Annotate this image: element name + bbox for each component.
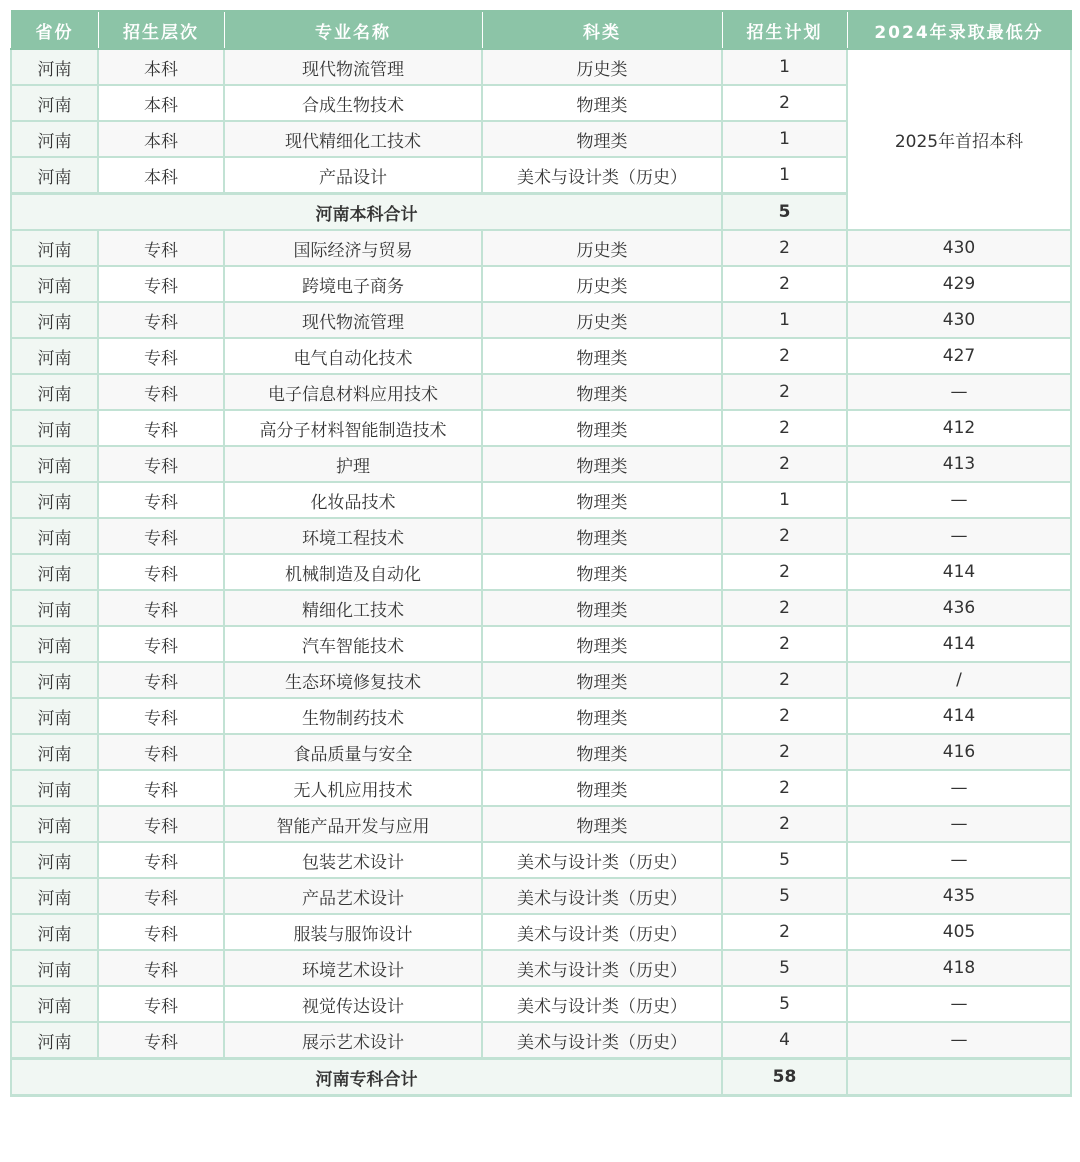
category-cell: 美术与设计类（历史）	[482, 157, 722, 194]
major-cell: 产品设计	[224, 157, 482, 194]
level-cell: 专科	[98, 410, 224, 446]
major-cell: 视觉传达设计	[224, 986, 482, 1022]
min-score-cell: 435	[847, 878, 1071, 914]
table-row	[11, 302, 1071, 338]
major-cell: 精细化工技术	[224, 590, 482, 626]
min-score-cell: 405	[847, 914, 1071, 950]
college-total-label: 河南专科合计	[11, 1059, 722, 1096]
category-cell: 物理类	[482, 626, 722, 662]
province-cell: 河南	[11, 85, 98, 121]
header-major: 专业名称	[224, 11, 482, 49]
plan-cell: 2	[722, 85, 847, 121]
province-cell: 河南	[11, 374, 98, 410]
category-cell: 物理类	[482, 806, 722, 842]
major-cell: 展示艺术设计	[224, 1022, 482, 1059]
major-cell: 高分子材料智能制造技术	[224, 410, 482, 446]
college-total-score	[847, 1059, 1071, 1096]
plan-cell: 2	[722, 554, 847, 590]
province-cell: 河南	[11, 482, 98, 518]
major-cell: 无人机应用技术	[224, 770, 482, 806]
level-cell: 专科	[98, 986, 224, 1022]
province-cell: 河南	[11, 806, 98, 842]
header-level: 招生层次	[98, 11, 224, 49]
table-row	[11, 770, 1071, 806]
plan-cell: 4	[722, 1022, 847, 1059]
table-row	[11, 266, 1071, 302]
province-cell: 河南	[11, 986, 98, 1022]
major-cell: 智能产品开发与应用	[224, 806, 482, 842]
level-cell: 专科	[98, 266, 224, 302]
major-cell: 生态环境修复技术	[224, 662, 482, 698]
min-score-cell: 430	[847, 302, 1071, 338]
category-cell: 历史类	[482, 302, 722, 338]
province-cell: 河南	[11, 338, 98, 374]
table-row	[11, 410, 1071, 446]
province-cell: 河南	[11, 842, 98, 878]
plan-cell: 2	[722, 662, 847, 698]
level-cell: 专科	[98, 878, 224, 914]
major-cell: 环境艺术设计	[224, 950, 482, 986]
major-cell: 汽车智能技术	[224, 626, 482, 662]
table-row	[11, 914, 1071, 950]
plan-cell: 2	[722, 374, 847, 410]
level-cell: 专科	[98, 662, 224, 698]
min-score-cell: 414	[847, 626, 1071, 662]
category-cell: 美术与设计类（历史）	[482, 914, 722, 950]
category-cell: 物理类	[482, 662, 722, 698]
category-cell: 物理类	[482, 482, 722, 518]
level-cell: 专科	[98, 626, 224, 662]
province-cell: 河南	[11, 878, 98, 914]
header-plan: 招生计划	[722, 11, 847, 49]
plan-cell: 1	[722, 302, 847, 338]
category-cell: 历史类	[482, 230, 722, 266]
min-score-cell: —	[847, 770, 1071, 806]
table-row	[11, 698, 1071, 734]
min-score-cell: —	[847, 482, 1071, 518]
level-cell: 专科	[98, 482, 224, 518]
min-score-cell: —	[847, 806, 1071, 842]
admissions-table-container	[10, 10, 1070, 1097]
category-cell: 物理类	[482, 734, 722, 770]
min-score-cell: —	[847, 518, 1071, 554]
province-cell: 河南	[11, 698, 98, 734]
category-cell: 物理类	[482, 85, 722, 121]
province-cell: 河南	[11, 590, 98, 626]
level-cell: 专科	[98, 590, 224, 626]
table-row	[11, 842, 1071, 878]
plan-cell: 2	[722, 734, 847, 770]
level-cell: 专科	[98, 770, 224, 806]
header-min-score: 2024年录取最低分	[847, 11, 1071, 49]
category-cell: 美术与设计类（历史）	[482, 1022, 722, 1059]
min-score-cell: —	[847, 1022, 1071, 1059]
plan-cell: 5	[722, 842, 847, 878]
province-cell: 河南	[11, 446, 98, 482]
level-cell: 专科	[98, 950, 224, 986]
table-row	[11, 554, 1071, 590]
plan-cell: 1	[722, 482, 847, 518]
table-row	[11, 338, 1071, 374]
plan-cell: 1	[722, 121, 847, 157]
major-cell: 环境工程技术	[224, 518, 482, 554]
plan-cell: 2	[722, 446, 847, 482]
min-score-cell: 416	[847, 734, 1071, 770]
province-cell: 河南	[11, 518, 98, 554]
undergrad-total-label: 河南本科合计	[11, 194, 722, 231]
major-cell: 现代精细化工技术	[224, 121, 482, 157]
category-cell: 美术与设计类（历史）	[482, 950, 722, 986]
province-cell: 河南	[11, 914, 98, 950]
table-row	[11, 806, 1071, 842]
table-row	[11, 1022, 1071, 1059]
plan-cell: 2	[722, 266, 847, 302]
plan-cell: 2	[722, 338, 847, 374]
level-cell: 专科	[98, 914, 224, 950]
min-score-cell: 429	[847, 266, 1071, 302]
level-cell: 专科	[98, 374, 224, 410]
plan-cell: 2	[722, 518, 847, 554]
plan-cell: 2	[722, 590, 847, 626]
level-cell: 专科	[98, 1022, 224, 1059]
province-cell: 河南	[11, 121, 98, 157]
major-cell: 生物制药技术	[224, 698, 482, 734]
plan-cell: 2	[722, 914, 847, 950]
table-row	[11, 518, 1071, 554]
plan-cell: 5	[722, 986, 847, 1022]
min-score-cell: —	[847, 986, 1071, 1022]
header-province: 省份	[11, 11, 98, 49]
category-cell: 物理类	[482, 698, 722, 734]
major-cell: 产品艺术设计	[224, 878, 482, 914]
major-cell: 食品质量与安全	[224, 734, 482, 770]
min-score-cell: 413	[847, 446, 1071, 482]
level-cell: 专科	[98, 554, 224, 590]
table-row	[11, 950, 1071, 986]
header-row	[11, 11, 1071, 49]
province-cell: 河南	[11, 230, 98, 266]
level-cell: 本科	[98, 85, 224, 121]
table-row	[11, 230, 1071, 266]
level-cell: 专科	[98, 446, 224, 482]
min-score-cell: 436	[847, 590, 1071, 626]
min-score-cell: /	[847, 662, 1071, 698]
table-row	[11, 446, 1071, 482]
category-cell: 物理类	[482, 770, 722, 806]
province-cell: 河南	[11, 1022, 98, 1059]
level-cell: 专科	[98, 734, 224, 770]
province-cell: 河南	[11, 157, 98, 194]
category-cell: 物理类	[482, 374, 722, 410]
table-row	[11, 878, 1071, 914]
major-cell: 跨境电子商务	[224, 266, 482, 302]
level-cell: 本科	[98, 157, 224, 194]
level-cell: 专科	[98, 230, 224, 266]
plan-cell: 2	[722, 806, 847, 842]
category-cell: 物理类	[482, 554, 722, 590]
major-cell: 服装与服饰设计	[224, 914, 482, 950]
category-cell: 物理类	[482, 121, 722, 157]
table-row	[11, 374, 1071, 410]
province-cell: 河南	[11, 410, 98, 446]
province-cell: 河南	[11, 734, 98, 770]
category-cell: 历史类	[482, 266, 722, 302]
admissions-plan-table	[10, 10, 1072, 1097]
category-cell: 美术与设计类（历史）	[482, 878, 722, 914]
province-cell: 河南	[11, 950, 98, 986]
level-cell: 专科	[98, 518, 224, 554]
major-cell: 化妆品技术	[224, 482, 482, 518]
table-row	[11, 734, 1071, 770]
table-row	[11, 662, 1071, 698]
level-cell: 专科	[98, 338, 224, 374]
major-cell: 国际经济与贸易	[224, 230, 482, 266]
college-total-value: 58	[722, 1059, 847, 1096]
undergrad-score-note: 2025年首招本科	[847, 49, 1071, 230]
level-cell: 专科	[98, 302, 224, 338]
category-cell: 物理类	[482, 338, 722, 374]
major-cell: 护理	[224, 446, 482, 482]
plan-cell: 2	[722, 770, 847, 806]
plan-cell: 2	[722, 230, 847, 266]
province-cell: 河南	[11, 266, 98, 302]
table-row	[11, 626, 1071, 662]
category-cell: 物理类	[482, 590, 722, 626]
category-cell: 历史类	[482, 49, 722, 85]
min-score-cell: —	[847, 842, 1071, 878]
major-cell: 现代物流管理	[224, 49, 482, 85]
province-cell: 河南	[11, 302, 98, 338]
min-score-cell: 418	[847, 950, 1071, 986]
level-cell: 专科	[98, 806, 224, 842]
plan-cell: 2	[722, 698, 847, 734]
major-cell: 包装艺术设计	[224, 842, 482, 878]
min-score-cell: 412	[847, 410, 1071, 446]
plan-cell: 1	[722, 157, 847, 194]
plan-cell: 2	[722, 410, 847, 446]
major-cell: 现代物流管理	[224, 302, 482, 338]
level-cell: 专科	[98, 698, 224, 734]
min-score-cell: 414	[847, 554, 1071, 590]
category-cell: 物理类	[482, 410, 722, 446]
min-score-cell: 427	[847, 338, 1071, 374]
category-cell: 物理类	[482, 518, 722, 554]
level-cell: 本科	[98, 121, 224, 157]
table-row	[11, 986, 1071, 1022]
level-cell: 本科	[98, 49, 224, 85]
min-score-cell: —	[847, 374, 1071, 410]
category-cell: 美术与设计类（历史）	[482, 986, 722, 1022]
province-cell: 河南	[11, 626, 98, 662]
plan-cell: 5	[722, 878, 847, 914]
category-cell: 美术与设计类（历史）	[482, 842, 722, 878]
category-cell: 物理类	[482, 446, 722, 482]
table-row	[11, 482, 1071, 518]
major-cell: 机械制造及自动化	[224, 554, 482, 590]
undergrad-total-value: 5	[722, 194, 847, 231]
major-cell: 电气自动化技术	[224, 338, 482, 374]
province-cell: 河南	[11, 49, 98, 85]
header-category: 科类	[482, 11, 722, 49]
major-cell: 电子信息材料应用技术	[224, 374, 482, 410]
min-score-cell: 430	[847, 230, 1071, 266]
plan-cell: 1	[722, 49, 847, 85]
college-subtotal-row	[11, 1059, 1071, 1096]
plan-cell: 5	[722, 950, 847, 986]
table-row	[11, 49, 1071, 85]
province-cell: 河南	[11, 554, 98, 590]
table-row	[11, 590, 1071, 626]
table-body	[11, 49, 1071, 1096]
major-cell: 合成生物技术	[224, 85, 482, 121]
level-cell: 专科	[98, 842, 224, 878]
plan-cell: 2	[722, 626, 847, 662]
province-cell: 河南	[11, 770, 98, 806]
province-cell: 河南	[11, 662, 98, 698]
min-score-cell: 414	[847, 698, 1071, 734]
